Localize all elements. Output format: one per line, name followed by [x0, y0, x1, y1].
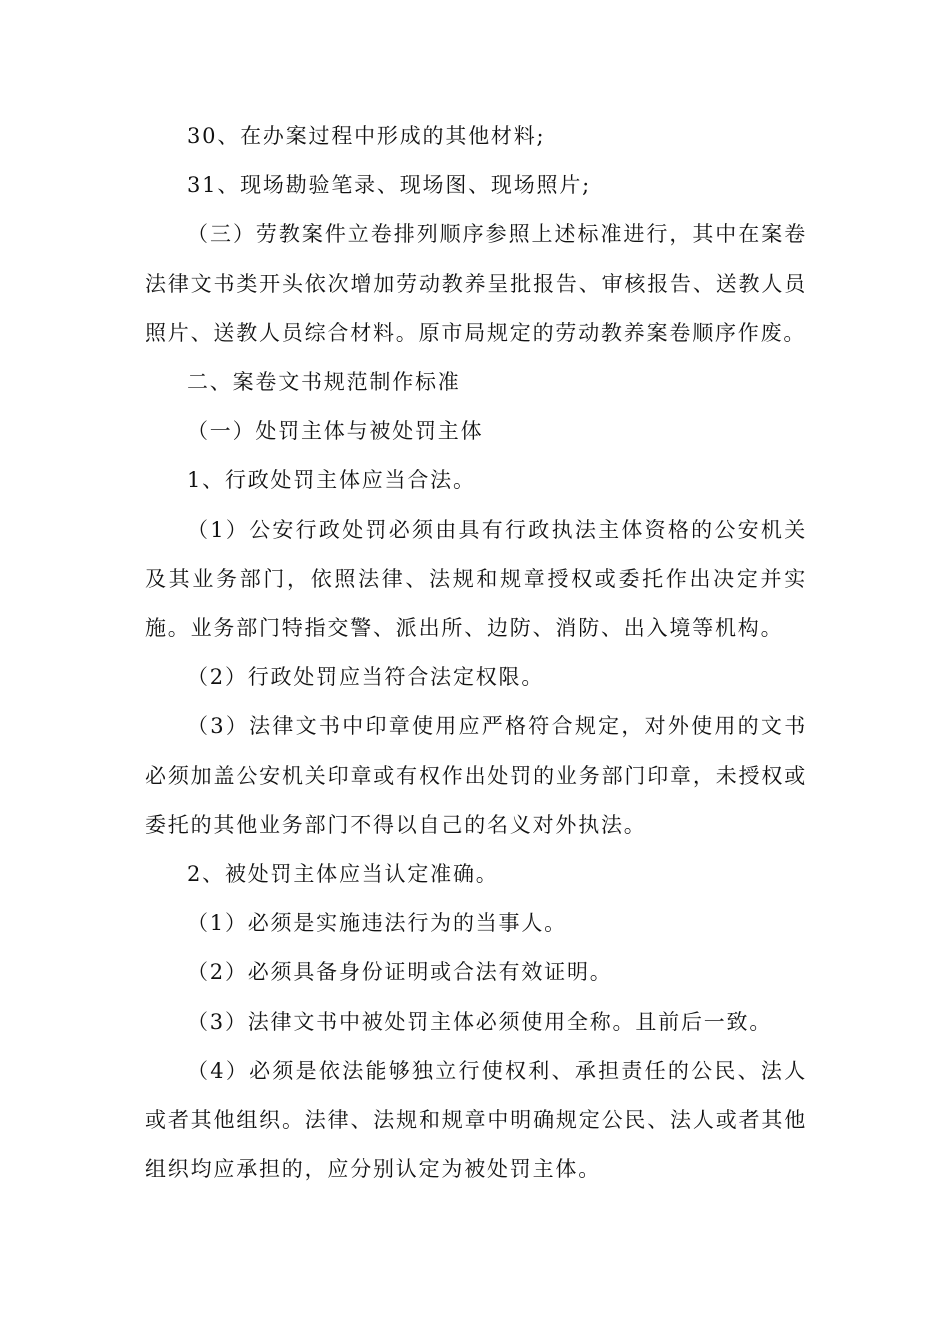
- point-heading-1: 1、行政处罚主体应当合法。: [187, 468, 476, 493]
- clause-2-4: （4）必须是依法能够独立行使权利、承担责任的公民、法人或者其他组织。法律、法规和规章中明确规定公民、法人或者其他组织均应承担的，应分别认定为被处罚主体。: [145, 1058, 807, 1182]
- clause-1-1: （1）公安行政处罚必须由具有行政执法主体资格的公安机关及其业务部门，依照法律、法规和规章授权或委托作出决定并实施。业务部门特指交警、派出所、边防、消防、出入境等机构。: [145, 517, 807, 641]
- clause-2-2: （2）必须具备身份证明或合法有效证明。: [187, 960, 613, 985]
- point-heading-2: 2、被处罚主体应当认定准确。: [187, 862, 499, 887]
- subsection-heading-one: （一）处罚主体与被处罚主体: [187, 419, 484, 444]
- document-body: [145, 112, 807, 1194]
- clause-1-3: （3）法律文书中印章使用应严格符合规定，对外使用的文书必须加盖公安机关印章或有权作出处罚的业务部门印章，未授权或委托的其他业务部门不得以自己的名义对外执法。: [145, 714, 807, 837]
- section-heading-two: 二、案卷文书规范制作标准: [187, 370, 461, 395]
- paragraph-item-31: 31、现场勘验笔录、现场图、现场照片;: [187, 173, 591, 198]
- clause-1-2: （2）行政处罚应当符合法定权限。: [187, 665, 545, 690]
- clause-2-3: （3）法律文书中被处罚主体必须使用全称。且前后一致。: [187, 1009, 773, 1034]
- clause-2-1: （1）必须是实施违法行为的当事人。: [187, 911, 567, 936]
- paragraph-item-30: 30、在办案过程中形成的其他材料;: [187, 124, 546, 148]
- paragraph-labor-education-order: （三）劳教案件立卷排列顺序参照上述标准进行，其中在案卷法律文书类开头依次增加劳动教养呈批报告、审核报告、送教人员照片、送教人员综合材料。原市局规定的劳动教养案卷顺序作废。: [145, 222, 807, 345]
